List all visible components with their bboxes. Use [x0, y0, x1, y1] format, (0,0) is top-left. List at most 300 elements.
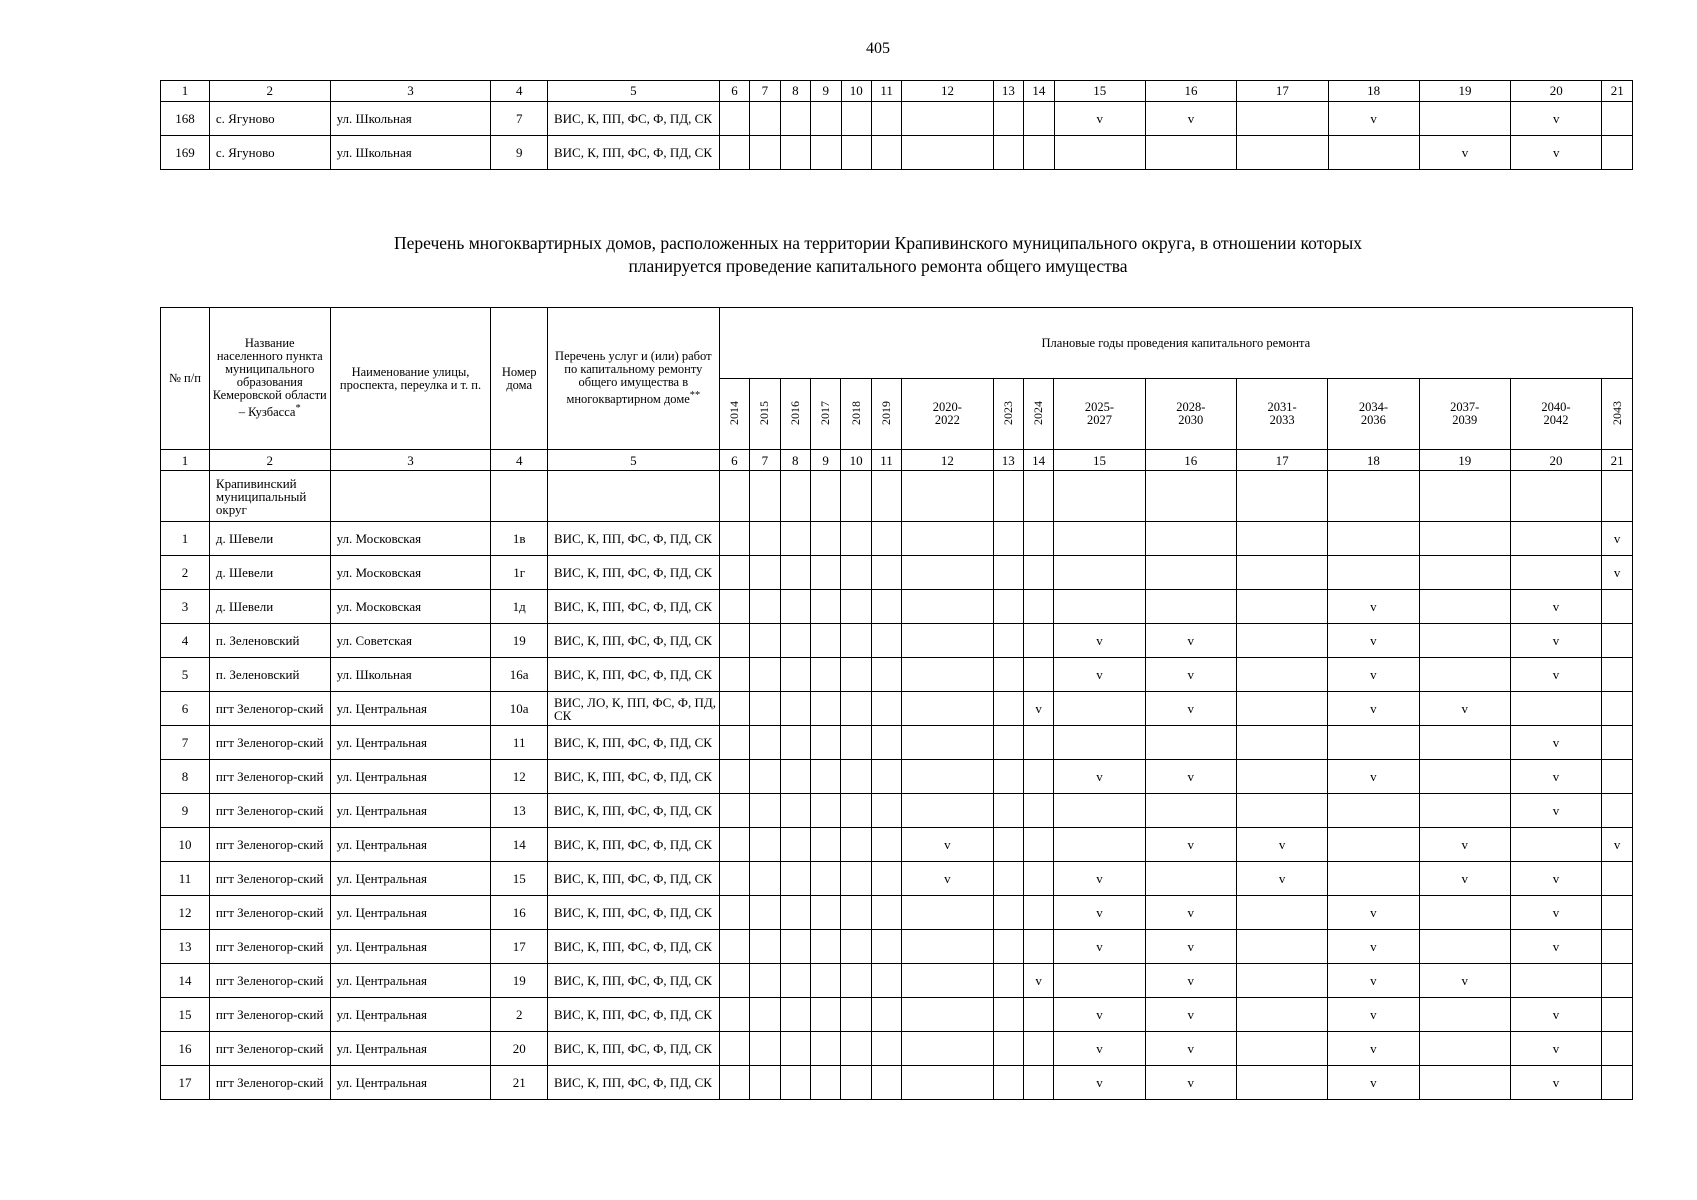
year-mark: [1236, 896, 1327, 930]
year-mark: [871, 136, 901, 170]
column-number: 2: [209, 450, 330, 471]
year-mark: [811, 136, 841, 170]
year-mark: [871, 658, 901, 692]
year-mark: [810, 624, 840, 658]
works-list: ВИС, К, ПП, ФС, Ф, ПД, СК: [547, 828, 719, 862]
year-mark: v: [1145, 828, 1236, 862]
year-mark: [993, 556, 1023, 590]
year-mark: v: [1023, 964, 1053, 998]
year-mark: [841, 590, 871, 624]
year-mark: [810, 998, 840, 1032]
header-year: [993, 379, 1023, 450]
year-mark: [993, 794, 1023, 828]
row-number: 13: [161, 930, 210, 964]
street-name: ул. Центральная: [330, 794, 491, 828]
year-mark: v: [1419, 964, 1510, 998]
year-mark: v: [1510, 930, 1601, 964]
year-mark: [1145, 590, 1236, 624]
year-mark: [841, 692, 871, 726]
row-number: 17: [161, 1066, 210, 1100]
year-mark: [810, 794, 840, 828]
year-mark: [1054, 828, 1145, 862]
year-mark: [1145, 794, 1236, 828]
table-row: [161, 964, 1633, 998]
column-number: 6: [719, 81, 749, 102]
year-mark: v: [1023, 692, 1053, 726]
year-mark: [780, 828, 810, 862]
year-mark: [750, 624, 780, 658]
table-row: [161, 930, 1633, 964]
year-mark: [1419, 896, 1510, 930]
year-mark: v: [1510, 658, 1601, 692]
street-name: ул. Центральная: [330, 964, 491, 998]
year-mark: [750, 658, 780, 692]
year-mark: [871, 522, 901, 556]
works-list: ВИС, К, ПП, ФС, Ф, ПД, СК: [547, 998, 719, 1032]
year-mark: [841, 1032, 871, 1066]
region-empty-cell: [1510, 471, 1601, 522]
column-number: 12: [902, 450, 993, 471]
year-mark: [1419, 760, 1510, 794]
year-mark: [902, 964, 993, 998]
year-mark: [841, 828, 871, 862]
year-mark: [719, 556, 749, 590]
column-number: 18: [1328, 81, 1419, 102]
year-mark: [993, 930, 1023, 964]
year-mark: [871, 692, 901, 726]
column-number: 3: [330, 81, 491, 102]
region-empty-cell: [993, 471, 1023, 522]
year-mark: [1602, 760, 1633, 794]
year-mark: v: [1145, 896, 1236, 930]
year-mark: [750, 998, 780, 1032]
year-mark: [1602, 998, 1633, 1032]
year-mark: v: [1510, 590, 1601, 624]
row-number: 5: [161, 658, 210, 692]
year-mark: [993, 692, 1023, 726]
year-mark: [993, 102, 1023, 136]
year-mark: [810, 930, 840, 964]
header-year-label: 2024: [1031, 400, 1046, 425]
house-number: 1в: [491, 522, 548, 556]
year-mark: [871, 590, 901, 624]
year-mark: v: [1145, 760, 1236, 794]
year-mark: [719, 1032, 749, 1066]
region-empty-cell: [1145, 471, 1236, 522]
house-number: 15: [491, 862, 548, 896]
region-empty-cell: [1054, 471, 1145, 522]
year-mark: v: [1054, 930, 1145, 964]
year-mark: v: [1602, 522, 1633, 556]
column-number: 4: [491, 81, 548, 102]
year-mark: v: [1510, 726, 1601, 760]
year-mark: [871, 556, 901, 590]
year-mark: v: [1510, 1066, 1601, 1100]
works-list: ВИС, К, ПП, ФС, Ф, ПД, СК: [547, 1032, 719, 1066]
year-mark: [902, 624, 993, 658]
settlement-name: пгт Зеленогор-ский: [209, 760, 330, 794]
works-list: ВИС, К, ПП, ФС, Ф, ПД, СК: [547, 794, 719, 828]
year-mark: [1023, 522, 1053, 556]
table-row: [161, 896, 1633, 930]
region-empty-cell: [1236, 471, 1327, 522]
year-mark: [1023, 1032, 1053, 1066]
row-number: 16: [161, 1032, 210, 1066]
header-year-label: 2018: [848, 400, 863, 425]
year-mark: [719, 692, 749, 726]
header-year: [841, 379, 871, 450]
settlement-name: пгт Зеленогор-ский: [209, 828, 330, 862]
column-number: 5: [547, 450, 719, 471]
house-number: 20: [491, 1032, 548, 1066]
year-mark: [1054, 522, 1145, 556]
row-number: 8: [161, 760, 210, 794]
year-mark: v: [1510, 794, 1601, 828]
year-mark: [750, 794, 780, 828]
year-mark: [810, 522, 840, 556]
year-mark: [902, 1032, 993, 1066]
column-number: 7: [750, 450, 780, 471]
year-mark: [1145, 556, 1236, 590]
year-mark: [871, 896, 901, 930]
year-mark: [780, 794, 810, 828]
column-number: 16: [1145, 450, 1236, 471]
year-mark: [1236, 964, 1327, 998]
year-mark: v: [902, 828, 993, 862]
column-number: 12: [902, 81, 993, 102]
year-mark: v: [1236, 828, 1327, 862]
year-mark: [1328, 794, 1419, 828]
column-number: 21: [1602, 81, 1633, 102]
year-mark: [750, 692, 780, 726]
header-year: [1236, 379, 1327, 450]
year-mark: v: [1054, 760, 1145, 794]
region-empty-cell: [841, 471, 871, 522]
house-number: 17: [491, 930, 548, 964]
header-year: [1602, 379, 1633, 450]
column-number: 8: [780, 450, 810, 471]
year-mark: [750, 102, 780, 136]
region-empty-cell: [1419, 471, 1510, 522]
works-list: ВИС, К, ПП, ФС, Ф, ПД, СК: [547, 658, 719, 692]
house-number: 1г: [491, 556, 548, 590]
house-number: 12: [491, 760, 548, 794]
row-number: 11: [161, 862, 210, 896]
year-mark: [871, 998, 901, 1032]
table-row: [161, 102, 1633, 136]
year-mark: v: [1328, 658, 1419, 692]
year-mark: [871, 726, 901, 760]
header-year-label: 2025- 2027: [1084, 400, 1115, 427]
year-mark: v: [1145, 658, 1236, 692]
street-name: ул. Центральная: [330, 828, 491, 862]
year-mark: [780, 136, 810, 170]
year-mark: [1236, 556, 1327, 590]
column-number: 13: [993, 81, 1023, 102]
settlement-name: пгт Зеленогор-ский: [209, 1032, 330, 1066]
column-number: 1: [161, 450, 210, 471]
year-mark: [902, 658, 993, 692]
settlement-name: пгт Зеленогор-ский: [209, 930, 330, 964]
year-mark: [780, 726, 810, 760]
year-mark: [810, 760, 840, 794]
year-mark: [902, 760, 993, 794]
column-number: 9: [811, 81, 841, 102]
row-number: 168: [161, 102, 210, 136]
year-mark: [993, 964, 1023, 998]
year-mark: [1602, 1032, 1633, 1066]
year-mark: v: [1328, 760, 1419, 794]
year-mark: [841, 624, 871, 658]
year-mark: [719, 998, 749, 1032]
works-list: ВИС, К, ПП, ФС, Ф, ПД, СК: [547, 964, 719, 998]
year-mark: [719, 862, 749, 896]
year-mark: v: [1145, 1066, 1236, 1100]
year-mark: [1145, 522, 1236, 556]
house-number: 7: [491, 102, 548, 136]
year-mark: [719, 1066, 749, 1100]
row-number: 15: [161, 998, 210, 1032]
year-mark: [719, 624, 749, 658]
header-year-label: 2017: [818, 400, 833, 425]
year-mark: [1602, 862, 1633, 896]
header-year-label: 2031- 2033: [1267, 400, 1297, 427]
column-number: 20: [1510, 450, 1601, 471]
header-year: [780, 379, 810, 450]
year-mark: [993, 760, 1023, 794]
year-mark: [1419, 658, 1510, 692]
year-mark: [1328, 726, 1419, 760]
year-mark: [902, 522, 993, 556]
year-mark: [993, 896, 1023, 930]
year-mark: [1023, 624, 1053, 658]
year-mark: [1510, 964, 1601, 998]
street-name: ул. Центральная: [330, 930, 491, 964]
settlement-name: пгт Зеленогор-ский: [209, 862, 330, 896]
year-mark: v: [1328, 998, 1419, 1032]
year-mark: [871, 964, 901, 998]
year-mark: [1510, 522, 1601, 556]
year-mark: [1419, 522, 1510, 556]
year-mark: [1419, 102, 1510, 136]
street-name: ул. Московская: [330, 556, 491, 590]
row-number: 6: [161, 692, 210, 726]
year-mark: [841, 102, 871, 136]
year-mark: [993, 590, 1023, 624]
year-mark: v: [1054, 1032, 1145, 1066]
year-mark: [902, 556, 993, 590]
year-mark: v: [1510, 760, 1601, 794]
year-mark: [780, 1032, 810, 1066]
house-number: 13: [491, 794, 548, 828]
street-name: ул. Центральная: [330, 896, 491, 930]
column-number: 17: [1236, 450, 1327, 471]
house-number: 11: [491, 726, 548, 760]
settlement-name: пгт Зеленогор-ский: [209, 1066, 330, 1100]
year-mark: [993, 136, 1023, 170]
year-mark: [841, 862, 871, 896]
year-mark: [1602, 794, 1633, 828]
year-mark: [1237, 102, 1328, 136]
table-row: [161, 692, 1633, 726]
column-number: 2: [209, 81, 330, 102]
top-column-numbers-row: [161, 81, 1633, 102]
table-row: [161, 624, 1633, 658]
year-mark: [780, 102, 810, 136]
year-mark: [871, 1066, 901, 1100]
row-number: 7: [161, 726, 210, 760]
column-number: 11: [871, 81, 901, 102]
year-mark: [1419, 1032, 1510, 1066]
header-year: [1328, 379, 1419, 450]
year-mark: [1236, 1032, 1327, 1066]
row-number: 169: [161, 136, 210, 170]
header-plan-years: Плановые годы проведения капитального ремонта: [719, 308, 1632, 379]
year-mark: [719, 964, 749, 998]
table-row: [161, 136, 1633, 170]
year-mark: [993, 726, 1023, 760]
region-empty-cell: [871, 471, 901, 522]
header-year-label: 2034- 2036: [1358, 400, 1388, 427]
header-year-label: 2023: [1000, 400, 1015, 425]
region-row: [161, 471, 1633, 522]
year-mark: v: [1054, 102, 1145, 136]
table-row: [161, 590, 1633, 624]
column-number: 10: [841, 450, 871, 471]
year-mark: [1236, 760, 1327, 794]
street-name: ул. Московская: [330, 522, 491, 556]
main-table-container: [160, 307, 1633, 1100]
street-name: ул. Школьная: [330, 102, 491, 136]
year-mark: [719, 726, 749, 760]
main-table: [160, 307, 1633, 1100]
year-mark: [871, 760, 901, 794]
year-mark: [993, 998, 1023, 1032]
year-mark: [750, 1032, 780, 1066]
region-empty-cell: [810, 471, 840, 522]
year-mark: v: [1328, 1032, 1419, 1066]
year-mark: [810, 556, 840, 590]
column-number: 15: [1054, 81, 1145, 102]
region-empty-cell: [780, 471, 810, 522]
year-mark: [871, 102, 901, 136]
year-mark: v: [1236, 862, 1327, 896]
year-mark: [750, 590, 780, 624]
region-empty-cell: [750, 471, 780, 522]
year-mark: [780, 692, 810, 726]
year-mark: [780, 590, 810, 624]
year-mark: [841, 556, 871, 590]
header-year: [750, 379, 780, 450]
column-number: 15: [1054, 450, 1145, 471]
year-mark: [750, 862, 780, 896]
year-mark: v: [1145, 624, 1236, 658]
region-empty-cell: [1328, 471, 1419, 522]
year-mark: [993, 1032, 1023, 1066]
year-mark: v: [1054, 896, 1145, 930]
row-number: 1: [161, 522, 210, 556]
year-mark: [902, 794, 993, 828]
house-number: 9: [491, 136, 548, 170]
column-number: 19: [1419, 450, 1510, 471]
year-mark: [902, 136, 993, 170]
year-mark: [841, 136, 871, 170]
house-number: 19: [491, 964, 548, 998]
year-mark: v: [1328, 964, 1419, 998]
region-empty-cell: [719, 471, 749, 522]
year-mark: [780, 624, 810, 658]
header-year-label: 2040- 2042: [1541, 400, 1571, 427]
year-mark: [1602, 658, 1633, 692]
street-name: ул. Центральная: [330, 760, 491, 794]
works-list: ВИС, ЛО, К, ПП, ФС, Ф, ПД, СК: [547, 692, 719, 726]
region-empty-cell: [1023, 471, 1053, 522]
works-list: ВИС, К, ПП, ФС, Ф, ПД, СК: [547, 862, 719, 896]
settlement-name: с. Ягуново: [209, 136, 330, 170]
header-year-label: 2019: [879, 400, 893, 425]
year-mark: [780, 998, 810, 1032]
house-number: 16а: [491, 658, 548, 692]
year-mark: [902, 998, 993, 1032]
year-mark: [1023, 658, 1053, 692]
year-mark: [993, 658, 1023, 692]
year-mark: [811, 102, 841, 136]
year-mark: v: [1419, 692, 1510, 726]
year-mark: [871, 794, 901, 828]
column-number: 10: [841, 81, 871, 102]
year-mark: [1328, 862, 1419, 896]
region-empty-cell: [330, 471, 491, 522]
year-mark: [902, 692, 993, 726]
settlement-name: пгт Зеленогор-ский: [209, 794, 330, 828]
year-mark: v: [1328, 624, 1419, 658]
year-mark: [1145, 136, 1236, 170]
year-mark: v: [1510, 624, 1601, 658]
year-mark: [719, 760, 749, 794]
year-mark: v: [1328, 590, 1419, 624]
year-mark: [750, 522, 780, 556]
year-mark: [750, 930, 780, 964]
year-mark: [810, 828, 840, 862]
table-row: [161, 726, 1633, 760]
year-mark: [993, 522, 1023, 556]
year-mark: [1023, 930, 1053, 964]
year-mark: [1236, 794, 1327, 828]
year-mark: [902, 896, 993, 930]
year-mark: [1236, 930, 1327, 964]
year-mark: [719, 658, 749, 692]
works-list: ВИС, К, ПП, ФС, Ф, ПД, СК: [547, 590, 719, 624]
header-year-label: 2015: [757, 400, 772, 425]
settlement-name: пгт Зеленогор-ский: [209, 692, 330, 726]
year-mark: v: [1328, 930, 1419, 964]
region-empty-cell: [902, 471, 993, 522]
year-mark: [1510, 692, 1601, 726]
year-mark: [780, 658, 810, 692]
year-mark: [719, 590, 749, 624]
year-mark: [1054, 726, 1145, 760]
year-mark: [1145, 726, 1236, 760]
year-mark: v: [1328, 1066, 1419, 1100]
year-mark: v: [1145, 102, 1236, 136]
year-mark: [871, 828, 901, 862]
year-mark: [750, 964, 780, 998]
year-mark: v: [1419, 828, 1510, 862]
year-mark: [1510, 828, 1601, 862]
year-mark: [1145, 862, 1236, 896]
year-mark: v: [1602, 556, 1633, 590]
header-year-label: 2043: [1609, 400, 1624, 425]
